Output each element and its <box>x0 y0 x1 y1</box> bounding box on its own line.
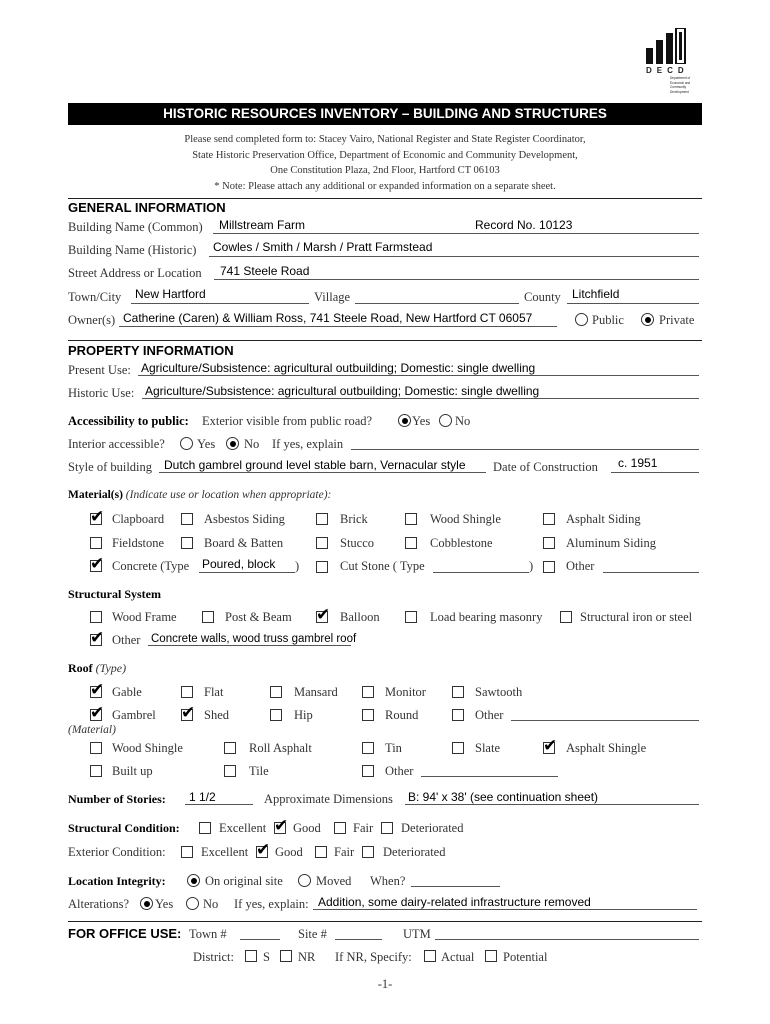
interior-yes-radio[interactable] <box>180 437 193 450</box>
stories-label: Number of Stories: <box>68 792 166 806</box>
wood-shingle-checkbox[interactable] <box>405 513 417 525</box>
property-heading: PROPERTY INFORMATION <box>68 343 234 358</box>
alterations-explain-field[interactable]: Addition, some dairy-related infrastructure removed <box>318 895 591 909</box>
exterior-excellent-label: Excellent <box>201 845 249 859</box>
intro-text <box>68 132 702 194</box>
material-other-label: Other <box>566 559 595 573</box>
gable-label: Gable <box>112 685 142 699</box>
exterior-good-checkbox[interactable] <box>256 840 271 860</box>
roof-material-other-checkbox[interactable] <box>362 765 374 777</box>
divider <box>68 340 702 341</box>
brick-checkbox[interactable] <box>316 513 328 525</box>
roof-wood-shingle-label: Wood Shingle <box>112 741 183 755</box>
historic-use-label: Historic Use: <box>68 386 135 400</box>
dimensions-field[interactable]: B: 94' x 38' (see continuation sheet) <box>408 790 599 804</box>
intro-line: * Note: Please attach any additional or expanded information on a separate sheet. <box>214 180 556 192</box>
owner-field[interactable]: Catherine (Caren) & William Ross, 741 Steele Road, New Hartford CT 06057 <box>123 311 533 325</box>
county-line <box>567 303 699 304</box>
concrete-close-paren: ) <box>295 559 300 573</box>
shed-label: Shed <box>204 708 229 722</box>
gambrel-label: Gambrel <box>112 708 156 722</box>
date-field[interactable]: c. 1951 <box>618 456 658 470</box>
exterior-deteriorated-checkbox[interactable] <box>362 846 374 858</box>
check-icon: ✔ <box>90 703 105 723</box>
alterations-explain-line <box>313 909 697 910</box>
clapboard-checkbox[interactable] <box>90 507 105 527</box>
tile-checkbox[interactable] <box>224 765 236 777</box>
material-other-line[interactable] <box>603 572 699 573</box>
structural-excellent-label: Excellent <box>219 821 267 835</box>
shed-checkbox[interactable] <box>181 703 196 723</box>
roof-material-other-line[interactable] <box>421 776 558 777</box>
county-label: County <box>524 290 561 304</box>
roof-material-note: (Material) <box>68 724 116 736</box>
fieldstone-checkbox[interactable] <box>90 537 102 549</box>
structural-condition-label: Structural Condition: <box>68 821 180 835</box>
roll-asphalt-label: Roll Asphalt <box>249 741 312 755</box>
town-field[interactable]: New Hartford <box>135 287 206 301</box>
actual-label: Actual <box>441 950 475 964</box>
fieldstone-label: Fieldstone <box>112 536 165 550</box>
clapboard-label: Clapboard <box>112 512 165 526</box>
structural-other-line <box>148 645 351 646</box>
date-label: Date of Construction <box>493 460 598 474</box>
material-other-checkbox[interactable] <box>543 561 555 573</box>
wood-frame-checkbox[interactable] <box>90 611 102 623</box>
location-integrity-label: Location Integrity: <box>68 874 166 888</box>
when-label: When? <box>370 874 406 888</box>
intro-line: State Historic Preservation Office, Department of Economic and Community Development, <box>192 149 578 161</box>
if-yes-explain-label: If yes, explain <box>272 437 344 451</box>
interior-yes-label: Yes <box>197 437 216 451</box>
alterations-yes-label: Yes <box>155 897 174 911</box>
structural-good-label: Good <box>293 821 321 835</box>
access-question: Exterior visible from public road? <box>202 414 373 428</box>
tin-label: Tin <box>385 741 402 755</box>
alterations-no-radio[interactable] <box>186 897 199 910</box>
town-line <box>131 303 309 304</box>
district-nr-checkbox[interactable] <box>280 950 292 962</box>
board-batten-checkbox[interactable] <box>181 537 193 549</box>
check-icon: ✔ <box>274 816 289 836</box>
exterior-condition-label: Exterior Condition: <box>68 845 166 859</box>
mansard-checkbox[interactable] <box>270 686 282 698</box>
materials-label: Material(s) <box>68 489 123 501</box>
tile-label: Tile <box>249 764 269 778</box>
interior-no-radio[interactable] <box>226 437 239 450</box>
date-line <box>611 472 699 473</box>
check-icon: ✔ <box>90 628 105 648</box>
dimensions-label: Approximate Dimensions <box>264 792 393 806</box>
original-site-radio[interactable] <box>187 874 200 887</box>
name-common-field[interactable]: Millstream Farm <box>219 218 305 232</box>
radio-selected-dot <box>191 878 197 884</box>
wood-frame-label: Wood Frame <box>112 610 177 624</box>
divider <box>68 921 702 922</box>
office-site-label: Site # <box>298 927 327 941</box>
radio-selected-dot <box>402 418 408 424</box>
asphalt-siding-label: Asphalt Siding <box>566 512 641 526</box>
radio-selected-dot <box>645 317 651 323</box>
roof-heading: Roof <box>68 661 93 675</box>
exterior-fair-label: Fair <box>334 845 355 859</box>
district-s-checkbox[interactable] <box>245 950 257 962</box>
slate-checkbox[interactable] <box>452 742 464 754</box>
sawtooth-checkbox[interactable] <box>452 686 464 698</box>
district-nr-label: NR <box>298 950 316 964</box>
roll-asphalt-checkbox[interactable] <box>224 742 236 754</box>
check-icon: ✔ <box>316 605 331 625</box>
gable-checkbox[interactable] <box>90 680 105 700</box>
radio-selected-dot <box>144 901 150 907</box>
stories-field[interactable]: 1 1/2 <box>189 790 216 804</box>
address-line <box>214 279 699 280</box>
address-field[interactable]: 741 Steele Road <box>220 264 310 278</box>
name-common-label: Building Name (Common) <box>68 220 203 234</box>
roof-type-other-line[interactable] <box>511 720 699 721</box>
alterations-explain-label: If yes, explain: <box>234 897 309 911</box>
alterations-label: Alterations? <box>68 897 130 911</box>
office-utm-line[interactable] <box>435 939 699 940</box>
check-icon: ✔ <box>90 507 105 527</box>
intro-line: One Constitution Plaza, 2nd Floor, Hartford CT 06103 <box>270 165 500 176</box>
hip-checkbox[interactable] <box>270 709 282 721</box>
concrete-type-field[interactable]: Poured, block <box>202 557 276 571</box>
roof-type-note: (Type) <box>95 661 127 675</box>
style-field[interactable]: Dutch gambrel ground level stable barn, Vernacular style <box>164 458 466 472</box>
office-town-label: Town # <box>189 927 227 941</box>
historic-use-field[interactable]: Agriculture/Subsistence: agricultural outbuilding; Domestic: single dwelling <box>145 384 540 398</box>
when-line[interactable] <box>411 886 500 887</box>
logo-letters: DECD <box>646 66 689 75</box>
exterior-yes-radio[interactable] <box>398 414 411 427</box>
cobblestone-checkbox[interactable] <box>405 537 417 549</box>
structural-other-label: Other <box>112 633 141 647</box>
structural-heading: Structural System <box>68 587 161 601</box>
district-s-label: S <box>263 950 270 964</box>
stucco-label: Stucco <box>340 536 375 550</box>
public-label: Public <box>592 313 624 327</box>
cut-stone-checkbox[interactable] <box>316 561 328 573</box>
structural-good-checkbox[interactable] <box>274 816 289 836</box>
exterior-fair-checkbox[interactable] <box>315 846 327 858</box>
concrete-type-line <box>199 572 295 573</box>
check-icon: ✔ <box>256 840 271 860</box>
asphalt-shingle-checkbox[interactable] <box>543 736 558 756</box>
round-checkbox[interactable] <box>362 709 374 721</box>
sawtooth-label: Sawtooth <box>475 685 523 699</box>
intro-line: Please send completed form to: Stacey Vairo, National Register and State Register Coordinator, <box>184 134 586 145</box>
stories-line <box>185 804 253 805</box>
actual-checkbox[interactable] <box>424 950 436 962</box>
cut-stone-label: Cut Stone ( Type <box>340 559 425 573</box>
page-number: -1- <box>377 977 393 991</box>
potential-label: Potential <box>503 950 548 964</box>
mansard-label: Mansard <box>294 685 338 699</box>
asbestos-checkbox[interactable] <box>181 513 193 525</box>
private-label: Private <box>659 313 695 327</box>
exterior-good-label: Good <box>275 845 303 859</box>
historic-use-line <box>142 398 699 399</box>
dimensions-line <box>405 804 699 805</box>
materials-heading <box>68 489 331 501</box>
decd-logo <box>640 28 702 94</box>
brick-label: Brick <box>340 512 368 526</box>
monitor-label: Monitor <box>385 685 426 699</box>
load-bearing-checkbox[interactable] <box>405 611 417 623</box>
built-up-label: Built up <box>112 764 153 778</box>
check-icon: ✔ <box>181 703 196 723</box>
structural-fair-checkbox[interactable] <box>334 822 346 834</box>
village-label: Village <box>314 290 351 304</box>
structural-other-field[interactable]: Concrete walls, wood truss gambrel roof <box>151 633 357 645</box>
present-use-label: Present Use: <box>68 363 131 377</box>
iron-steel-checkbox[interactable] <box>560 611 572 623</box>
address-label: Street Address or Location <box>68 266 202 280</box>
style-line <box>159 472 486 473</box>
stucco-checkbox[interactable] <box>316 537 328 549</box>
style-label: Style of building <box>68 460 153 474</box>
check-icon: ✔ <box>543 736 558 756</box>
access-label: Accessibility to public: <box>68 414 189 428</box>
post-beam-checkbox[interactable] <box>202 611 214 623</box>
present-use-field[interactable]: Agriculture/Subsistence: agricultural outbuilding; Domestic: single dwelling <box>141 361 536 375</box>
private-radio[interactable] <box>641 313 654 326</box>
office-site-line[interactable] <box>335 939 382 940</box>
office-use-heading: FOR OFFICE USE: <box>68 926 182 941</box>
balloon-checkbox[interactable] <box>316 605 331 625</box>
roof-material-other-label: Other <box>385 764 414 778</box>
interior-label: Interior accessible? <box>68 437 165 451</box>
interior-explain-line[interactable] <box>351 449 699 450</box>
concrete-checkbox[interactable] <box>90 554 105 574</box>
cobblestone-label: Cobblestone <box>430 536 493 550</box>
public-radio[interactable] <box>575 313 588 326</box>
check-icon: ✔ <box>90 680 105 700</box>
village-line <box>355 303 519 304</box>
flat-label: Flat <box>204 685 224 699</box>
structural-fair-label: Fair <box>353 821 374 835</box>
form-title: HISTORIC RESOURCES INVENTORY – BUILDING AND STRUCTURES <box>163 106 607 121</box>
asbestos-label: Asbestos Siding <box>204 512 285 526</box>
original-site-label: On original site <box>205 874 283 888</box>
round-label: Round <box>385 708 419 722</box>
name-historic-label: Building Name (Historic) <box>68 243 197 257</box>
structural-other-checkbox[interactable] <box>90 628 105 648</box>
roof-wood-shingle-checkbox[interactable] <box>90 742 102 754</box>
name-historic-line <box>209 256 699 257</box>
check-icon: ✔ <box>90 554 105 574</box>
materials-note: (Indicate use or location when appropriate): <box>125 489 332 501</box>
record-number: Record No. 10123 <box>475 218 573 232</box>
gambrel-checkbox[interactable] <box>90 703 105 723</box>
building-logo-icon <box>644 28 690 64</box>
exterior-yes-label: Yes <box>412 414 431 428</box>
exterior-no-label: No <box>455 414 471 428</box>
exterior-deteriorated-label: Deteriorated <box>383 845 446 859</box>
moved-label: Moved <box>316 874 352 888</box>
monitor-checkbox[interactable] <box>362 686 374 698</box>
board-batten-label: Board & Batten <box>204 536 284 550</box>
aluminum-label: Aluminum Siding <box>566 536 656 550</box>
name-historic-field[interactable]: Cowles / Smith / Marsh / Pratt Farmstead <box>213 240 433 254</box>
asphalt-shingle-label: Asphalt Shingle <box>566 741 647 755</box>
divider <box>68 198 702 199</box>
post-beam-label: Post & Beam <box>225 610 292 624</box>
hip-label: Hip <box>294 708 313 722</box>
owner-label: Owner(s) <box>68 313 116 327</box>
structural-deteriorated-checkbox[interactable] <box>381 822 393 834</box>
office-utm-label: UTM <box>403 927 431 941</box>
roof-type-other-label: Other <box>475 708 504 722</box>
district-label: District: <box>193 950 234 964</box>
name-common-line <box>213 233 699 234</box>
present-use-line <box>138 375 699 376</box>
balloon-label: Balloon <box>340 610 380 624</box>
roof-type-other-checkbox[interactable] <box>452 709 464 721</box>
structural-excellent-checkbox[interactable] <box>199 822 211 834</box>
alterations-yes-radio[interactable] <box>140 897 153 910</box>
exterior-no-radio[interactable] <box>439 414 452 427</box>
potential-checkbox[interactable] <box>485 950 497 962</box>
general-heading: GENERAL INFORMATION <box>68 200 226 215</box>
aluminum-checkbox[interactable] <box>543 537 555 549</box>
load-bearing-label: Load bearing masonry <box>430 610 543 624</box>
town-label: Town/City <box>68 290 122 304</box>
office-town-line[interactable] <box>240 939 280 940</box>
tin-checkbox[interactable] <box>362 742 374 754</box>
radio-selected-dot <box>230 441 236 447</box>
roof-heading-row <box>68 661 126 676</box>
county-field[interactable]: Litchfield <box>572 287 620 301</box>
structural-deteriorated-label: Deteriorated <box>401 821 464 835</box>
cut-stone-type-line[interactable] <box>433 572 529 573</box>
wood-shingle-label: Wood Shingle <box>430 512 501 526</box>
interior-no-label: No <box>244 437 260 451</box>
logo-caption: Department of Economic and Community Development <box>670 76 691 94</box>
asphalt-siding-checkbox[interactable] <box>543 513 555 525</box>
if-nr-label: If NR, Specify: <box>335 950 412 964</box>
owner-line <box>119 326 557 327</box>
alterations-no-label: No <box>203 897 219 911</box>
flat-checkbox[interactable] <box>181 686 193 698</box>
concrete-label: Concrete (Type <box>112 559 190 573</box>
exterior-excellent-checkbox[interactable] <box>181 846 193 858</box>
cut-stone-close-paren: ) <box>529 559 534 573</box>
built-up-checkbox[interactable] <box>90 765 102 777</box>
iron-steel-label: Structural iron or steel <box>580 610 693 624</box>
title-bar <box>68 103 702 125</box>
moved-radio[interactable] <box>298 874 311 887</box>
slate-label: Slate <box>475 741 500 755</box>
